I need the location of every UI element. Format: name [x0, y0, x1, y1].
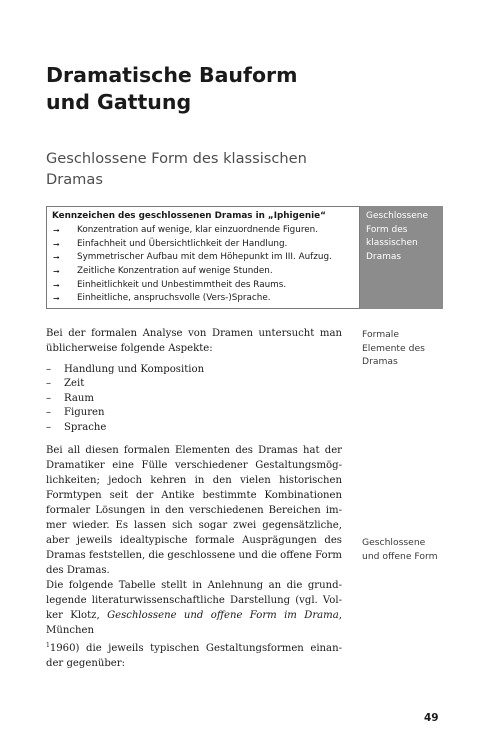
list-item: – Sprache: [46, 421, 342, 435]
text-line: Dramatiker eine Fülle verschiedener Gestaltungsmög-: [46, 459, 342, 471]
text-line: Bei der formalen Analyse von Dramen untersucht man: [46, 328, 342, 339]
subtitle-line: Geschlossene Form des klassischen: [46, 150, 307, 167]
info-box-side-tab: [360, 206, 443, 309]
arrow-icon: ➞: [53, 280, 60, 290]
margin-note: Geschlossene und offene Form: [362, 537, 438, 562]
text-line: der gegenüber:: [46, 657, 126, 669]
text-line: ker Klotz, Geschlossene und offene Form im Drama, München: [46, 609, 342, 636]
list-item: ➞ Zeitliche Konzentration auf wenige Stunden.: [47, 265, 359, 279]
list-item: – Handlung und Komposition: [46, 363, 342, 377]
text-line: Dramas feststellen, die geschlossene und die offene Form: [46, 549, 342, 561]
text-line: $^1$1960) die jeweils typischen Gestaltungsformen einan-: [46, 641, 342, 654]
text-line: legende literaturwissenschaftliche Darstellung (vgl. Vol-: [46, 594, 342, 606]
intro-paragraph: [46, 326, 342, 356]
text-line: des Dramas.: [46, 564, 110, 576]
arrow-icon: ➞: [53, 226, 60, 235]
title-line: Dramatische Bauform: [46, 63, 298, 87]
list-item: – Figuren: [46, 406, 342, 420]
list-item: – Raum: [46, 392, 342, 406]
page-number: 49: [424, 712, 439, 724]
list-item: – Zeit: [46, 377, 342, 391]
table-intro-paragraph: [46, 578, 342, 671]
side-tab-line: Form des: [366, 224, 408, 235]
margin-note: Formale Elemente des Dramas: [362, 329, 425, 367]
arrow-icon: ➞: [53, 267, 60, 277]
info-box-title: Kennzeichen des geschlossenen Dramas in „Iphigenie“: [52, 211, 326, 221]
subtitle-line: Dramas: [46, 171, 103, 188]
list-item: ➞ Einfachheit und Übersichtlichkeit der Handlung.: [47, 238, 359, 252]
info-box-list: [47, 224, 359, 306]
list-item: ➞ Symmetrischer Aufbau mit dem Höhepunkt im III. Aufzug.: [47, 251, 359, 265]
title-line: und Gattung: [46, 90, 192, 114]
text-line: aber jeweils idealtypische formale Ausprägungen des: [46, 534, 342, 546]
list-item: ➞ Konzentration auf wenige, klar einzuordnende Figuren.: [47, 224, 359, 238]
side-tab-line: klassischen: [366, 238, 418, 248]
book-title: Geschlossene und offene Form im Drama: [107, 609, 339, 621]
body-text: [46, 326, 342, 671]
text-line: Die folgende Tabelle stellt in Anlehnung an die grund-: [46, 579, 342, 591]
text-line: mer wieder. Es lassen sich sogar zwei gegensätzliche,: [46, 519, 342, 531]
edition-superscript: 1: [46, 641, 50, 649]
text-line: üblicherweise folgende Aspekte:: [46, 343, 213, 354]
text-line: formaler Lösungen in den verschiedenen Bereichen im-: [46, 504, 342, 516]
arrow-icon: ➞: [53, 239, 60, 249]
arrow-icon: ➞: [53, 253, 60, 263]
list-item: ➞ Einheitlichkeit und Unbestimmtheit des Raums.: [47, 279, 359, 293]
elements-paragraph: [46, 443, 342, 578]
list-item: ➞ Einheitliche, anspruchsvolle (Vers-)Sprache.: [47, 292, 359, 306]
section-subtitle: [46, 148, 346, 190]
side-tab-line: Geschlossene: [366, 211, 429, 221]
info-box: [46, 206, 360, 309]
page-title: [46, 62, 426, 116]
side-tab-line: Dramas: [366, 251, 402, 262]
arrow-icon: ➞: [53, 294, 60, 304]
text-line: lichkeiten; jedoch kehren in den vielen historischen: [46, 474, 342, 486]
text-line: Formtypen seit der Antike bestimmte Kombinationen: [46, 489, 342, 501]
text-line: Bei all diesen formalen Elementen des Dramas hat der: [46, 444, 342, 456]
aspects-list: [46, 363, 342, 435]
